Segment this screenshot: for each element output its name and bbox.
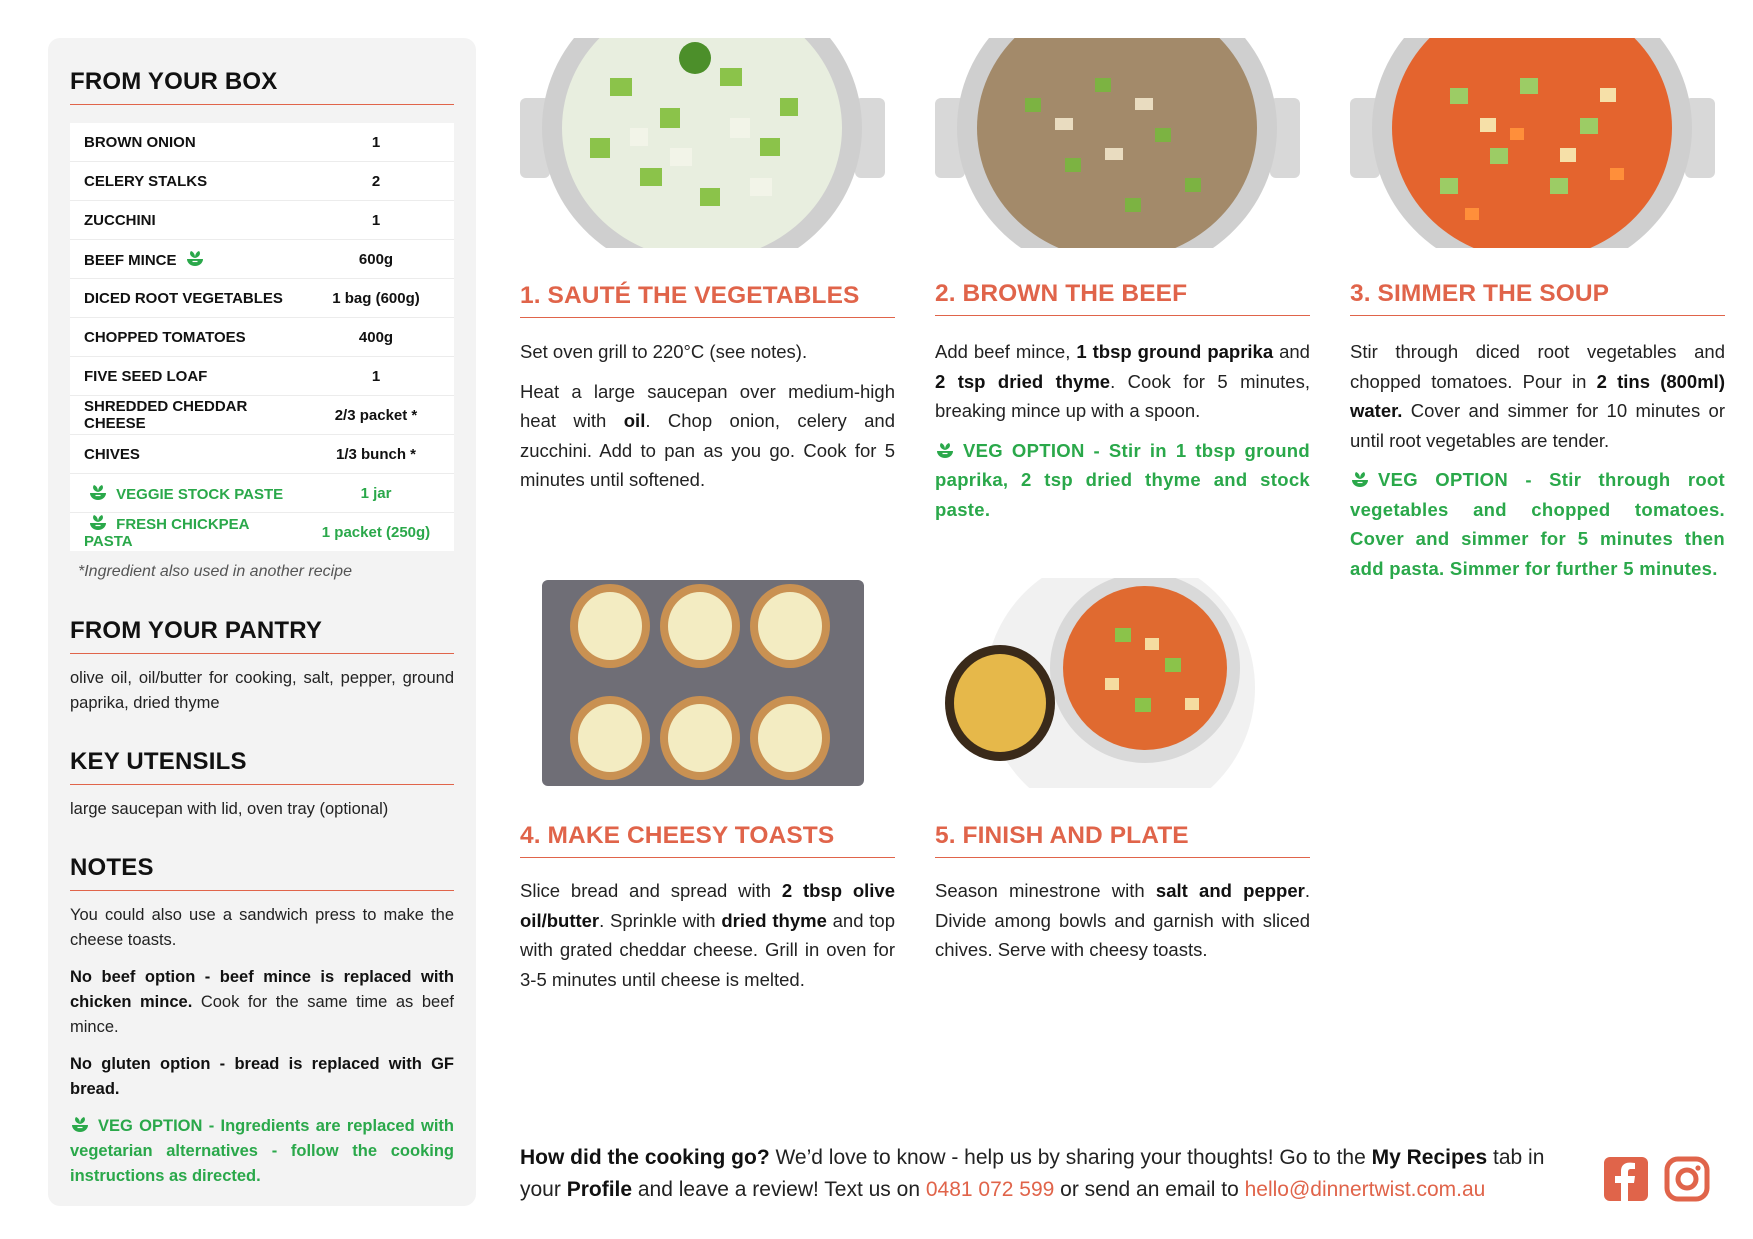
ingredient-row (70, 474, 454, 513)
ingredient-quantity: 1 packet (250g) (321, 523, 431, 541)
ingredient-name: BEEF MINCE (70, 240, 298, 279)
email-link[interactable]: hello@dinnertwist.com.au (1244, 1178, 1486, 1201)
ingredient-row (70, 279, 454, 318)
ingredient-quantity: 1 (298, 123, 454, 162)
step2-veg-option: VEG OPTION - Stir in 1 tbsp ground paprika, 2 tsp dried thyme and stock paste. (935, 439, 1310, 520)
note-no-gluten: No gluten option - bread is replaced with GF bread. (70, 1055, 454, 1098)
ingredient-row (70, 396, 454, 435)
instagram-icon[interactable] (1664, 1156, 1710, 1202)
note-no-beef: No beef option - beef mince is replaced with chicken mince. Cook for the same time as beef mince. (70, 968, 454, 1036)
step1-title: 1. SAUTÉ THE VEGETABLES (520, 282, 895, 318)
ingredient-name: SHREDDED CHEDDAR CHEESE (70, 396, 298, 435)
step1-para1: Set oven grill to 220°C (see notes). (520, 341, 808, 362)
step3-veg-option: VEG OPTION - Stir through root vegetables and chopped tomatoes. Cover and simmer for 5 minutes then add pasta. Simmer for further 5 minutes. (1350, 469, 1725, 579)
utensils-text: large saucepan with lid, oven tray (optional) (70, 800, 389, 818)
note-veg-option: VEG OPTION - Ingredients are replaced with vegetarian alternatives - follow the cooking instructions as directed. (70, 1117, 454, 1185)
ingredient-row (70, 513, 454, 552)
step5-body (935, 876, 1310, 975)
note-sandwich-press: You could also use a sandwich press to make the cheese toasts. (70, 906, 454, 949)
ingredient-row (70, 123, 454, 162)
from-your-box-heading: FROM YOUR BOX (70, 68, 454, 105)
ingredient-quantity: 1 (298, 357, 454, 396)
ingredient-quantity: 1 bag (600g) (298, 279, 454, 318)
leaf-bowl-icon (70, 1116, 90, 1134)
ingredient-quantity: 1 (298, 201, 454, 240)
ingredient-name: BROWN ONION (70, 123, 298, 162)
ingredient-quantity: 1 jar (298, 474, 454, 513)
ingredients-table (70, 123, 454, 551)
pantry-text: olive oil, oil/butter for cooking, salt, pepper, ground paprika, dried thyme (70, 669, 454, 712)
notes-heading: NOTES (70, 854, 454, 891)
ingredient-name: CHIVES (70, 435, 298, 474)
leaf-bowl-icon (1350, 471, 1370, 489)
ingredient-name: CELERY STALKS (70, 162, 298, 201)
step2-photo-pot-beef (935, 38, 1300, 248)
utensils-heading: KEY UTENSILS (70, 748, 454, 785)
ingredient-quantity: 1/3 bunch * (298, 435, 454, 474)
step3-title: 3. SIMMER THE SOUP (1350, 280, 1725, 316)
ingredient-footnote: *Ingredient also used in another recipe (78, 563, 352, 580)
step3-body (1350, 337, 1725, 583)
pantry-heading: FROM YOUR PANTRY (70, 617, 454, 654)
step5-photo-plated-soup (935, 578, 1300, 788)
step4-body (520, 876, 895, 1004)
ingredient-name: CHOPPED TOMATOES (70, 318, 298, 357)
leaf-bowl-icon (185, 250, 205, 268)
leaf-bowl-icon (88, 514, 108, 532)
phone-number[interactable]: 0481 072 599 (925, 1178, 1055, 1201)
facebook-icon[interactable] (1603, 1156, 1649, 1202)
step2-para1: Add beef mince, 1 tbsp ground paprika and 2 tsp dried thyme. Cook for 5 minutes, breaking mince up with a spoon. (935, 341, 1310, 421)
ingredient-quantity: 400g (298, 318, 454, 357)
step3-photo-pot-soup (1350, 38, 1715, 248)
leaf-bowl-icon (88, 484, 108, 502)
step4-photo-cheese-toasts (520, 578, 885, 788)
step5-para1: Season minestrone with salt and pepper. Divide among bowls and garnish with sliced chives. Serve with cheesy toasts. (935, 880, 1310, 960)
leaf-bowl-icon (935, 442, 955, 460)
ingredients-panel (48, 38, 476, 1206)
step1-photo-pot-vegetables (520, 38, 885, 248)
step2-title: 2. BROWN THE BEEF (935, 280, 1310, 316)
ingredient-name: VEGGIE STOCK PASTE (70, 474, 298, 513)
ingredient-quantity: 2/3 packet * (298, 396, 454, 435)
ingredient-row (70, 162, 454, 201)
ingredient-name: ZUCCHINI (70, 201, 298, 240)
ingredient-row (70, 318, 454, 357)
step1-body (520, 337, 895, 505)
ingredient-name: FIVE SEED LOAF (70, 357, 298, 396)
ingredient-row (70, 357, 454, 396)
step2-body (935, 337, 1310, 524)
ingredient-name: DICED ROOT VEGETABLES (70, 279, 298, 318)
ingredient-row (70, 435, 454, 474)
ingredient-quantity: 2 (298, 162, 454, 201)
ingredient-quantity: 600g (298, 240, 454, 279)
step4-para1: Slice bread and spread with 2 tbsp olive oil/butter. Sprinkle with dried thyme and top with grated cheddar cheese. Grill in oven for 3-5 minutes until cheese is melted. (520, 880, 895, 990)
feedback-message: How did the cooking go? We’d love to know - help us by sharing your thoughts! Go to the My Recipes tab in your Profile and leave a review! Text us on 0481 072 599 or send an email to hello@dinnertwist.com.au (520, 1146, 1545, 1201)
step1-para2: Heat a large saucepan over medium-high heat with oil. Chop onion, celery and zucchini. Add to pan as you go. Cook for 5 minutes until softened. (520, 380, 896, 490)
ingredient-name: FRESH CHICKPEA PASTA (84, 516, 249, 550)
ingredient-row (70, 240, 454, 279)
step5-title: 5. FINISH AND PLATE (935, 822, 1310, 858)
step3-para1: Stir through diced root vegetables and chopped tomatoes. Pour in 2 tins (800ml) water. Cover and simmer for 10 minutes or until root vegetables are tender. (1350, 341, 1725, 451)
ingredient-row (70, 201, 454, 240)
step4-title: 4. MAKE CHEESY TOASTS (520, 822, 895, 858)
